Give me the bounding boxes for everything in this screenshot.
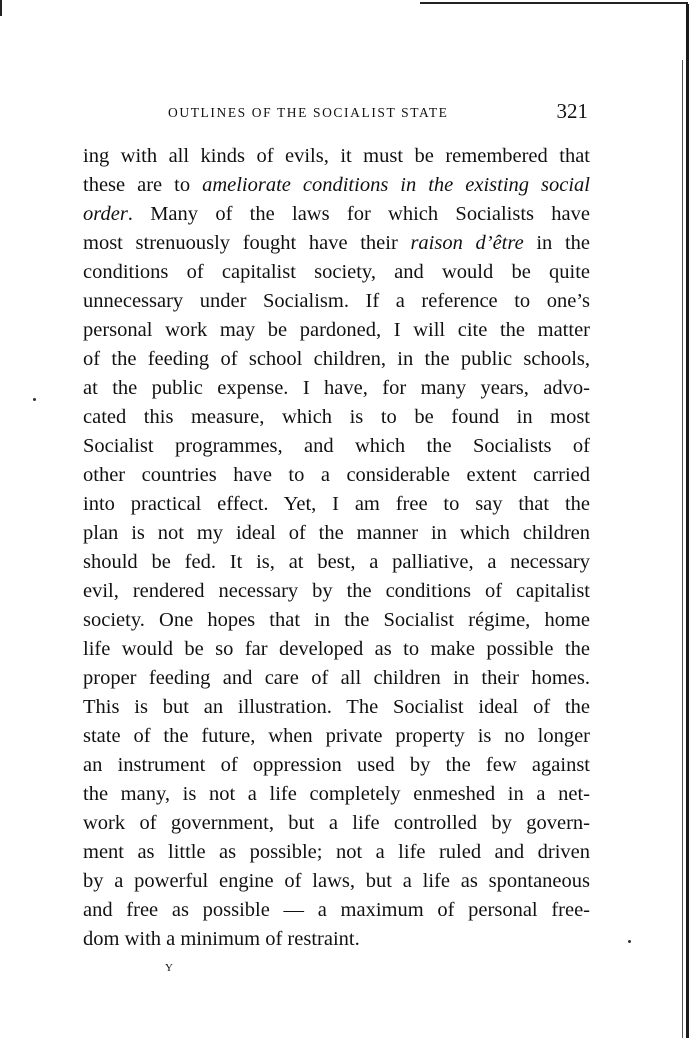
text-line bbox=[83, 925, 590, 954]
text-line bbox=[83, 838, 590, 867]
text-segment: an instrument of oppression used by the few against bbox=[83, 754, 590, 776]
text-segment: at the public expense. I have, for many years, advo- bbox=[83, 377, 590, 399]
text-segment: society. One hopes that in the Socialist régime, home bbox=[83, 609, 590, 631]
text-line bbox=[83, 635, 590, 664]
text-segment: life would be so far developed as to make possible the bbox=[83, 638, 590, 660]
scan-edge-mark bbox=[0, 0, 2, 16]
text-line bbox=[83, 374, 590, 403]
text-segment: cated this measure, which is to be found in most bbox=[83, 406, 590, 428]
text-segment: should be fed. It is, at best, a palliative, a necessary bbox=[83, 551, 590, 573]
scan-speck bbox=[628, 940, 631, 943]
italic-text-segment: ameliorate conditions in the existing social bbox=[202, 174, 590, 196]
text-segment: unnecessary under Socialism. If a reference to one’s bbox=[83, 290, 590, 312]
text-line bbox=[83, 229, 590, 258]
text-segment: most strenuously fought have their bbox=[83, 232, 411, 254]
text-segment: work of government, but a life controlled by govern- bbox=[83, 812, 590, 834]
text-segment: ing with all kinds of evils, it must be remembered that bbox=[83, 145, 590, 167]
text-line bbox=[83, 809, 590, 838]
running-head bbox=[168, 99, 593, 125]
text-segment: conditions of capitalist society, and would be quite bbox=[83, 261, 590, 283]
text-line bbox=[83, 780, 590, 809]
text-line bbox=[83, 548, 590, 577]
text-line bbox=[83, 751, 590, 780]
scan-edge-right bbox=[686, 4, 689, 1038]
text-line bbox=[83, 403, 590, 432]
text-segment: Socialist programmes, and which the Socialists of bbox=[83, 435, 590, 457]
text-line bbox=[83, 722, 590, 751]
text-line bbox=[83, 490, 590, 519]
scan-edge-top bbox=[420, 2, 688, 4]
scan-edge-right-inner bbox=[682, 60, 683, 1038]
text-segment: by a powerful engine of laws, but a life as spontaneous bbox=[83, 870, 590, 892]
text-segment: into practical effect. Yet, I am free to say that the bbox=[83, 493, 590, 515]
text-line bbox=[83, 867, 590, 896]
text-segment: plan is not my ideal of the manner in which children bbox=[83, 522, 590, 544]
text-segment: and free as possible — a maximum of personal free- bbox=[83, 899, 590, 921]
text-segment: This is but an illustration. The Socialist ideal of the bbox=[83, 696, 590, 718]
text-line bbox=[83, 200, 590, 229]
text-line bbox=[83, 287, 590, 316]
text-line bbox=[83, 345, 590, 374]
text-line bbox=[83, 693, 590, 722]
text-segment: personal work may be pardoned, I will cite the matter bbox=[83, 319, 590, 341]
text-line bbox=[83, 461, 590, 490]
italic-text-segment: order bbox=[83, 203, 128, 225]
text-segment: dom with a minimum of restraint. bbox=[83, 928, 360, 950]
text-segment: evil, rendered necessary by the conditions of capitalist bbox=[83, 580, 590, 602]
scan-speck bbox=[33, 398, 36, 401]
text-segment: . Many of the laws for which Socialists have bbox=[127, 203, 590, 225]
page-number: 321 bbox=[556, 99, 588, 123]
text-line bbox=[83, 432, 590, 461]
text-line bbox=[83, 142, 590, 171]
body-text bbox=[83, 142, 590, 954]
text-segment: these are to bbox=[83, 174, 203, 196]
text-line bbox=[83, 606, 590, 635]
text-line bbox=[83, 316, 590, 345]
text-segment: the many, is not a life completely enmeshed in a net- bbox=[83, 783, 590, 805]
text-line bbox=[83, 258, 590, 287]
signature-mark: Y bbox=[165, 962, 173, 974]
text-segment: state of the future, when private property is no longer bbox=[83, 725, 590, 747]
text-line bbox=[83, 896, 590, 925]
text-line bbox=[83, 519, 590, 548]
text-line bbox=[83, 171, 590, 200]
text-line bbox=[83, 577, 590, 606]
text-segment: proper feeding and care of all children in their homes. bbox=[83, 667, 590, 689]
text-segment: ment as little as possible; not a life ruled and driven bbox=[83, 841, 590, 863]
text-segment: other countries have to a considerable extent carried bbox=[83, 464, 590, 486]
text-line bbox=[83, 664, 590, 693]
italic-text-segment: raison d’être bbox=[410, 232, 524, 254]
text-segment: in the bbox=[523, 232, 590, 254]
running-title: OUTLINES OF THE SOCIALIST STATE bbox=[168, 105, 449, 120]
text-segment: of the feeding of school children, in the public schools, bbox=[83, 348, 590, 370]
